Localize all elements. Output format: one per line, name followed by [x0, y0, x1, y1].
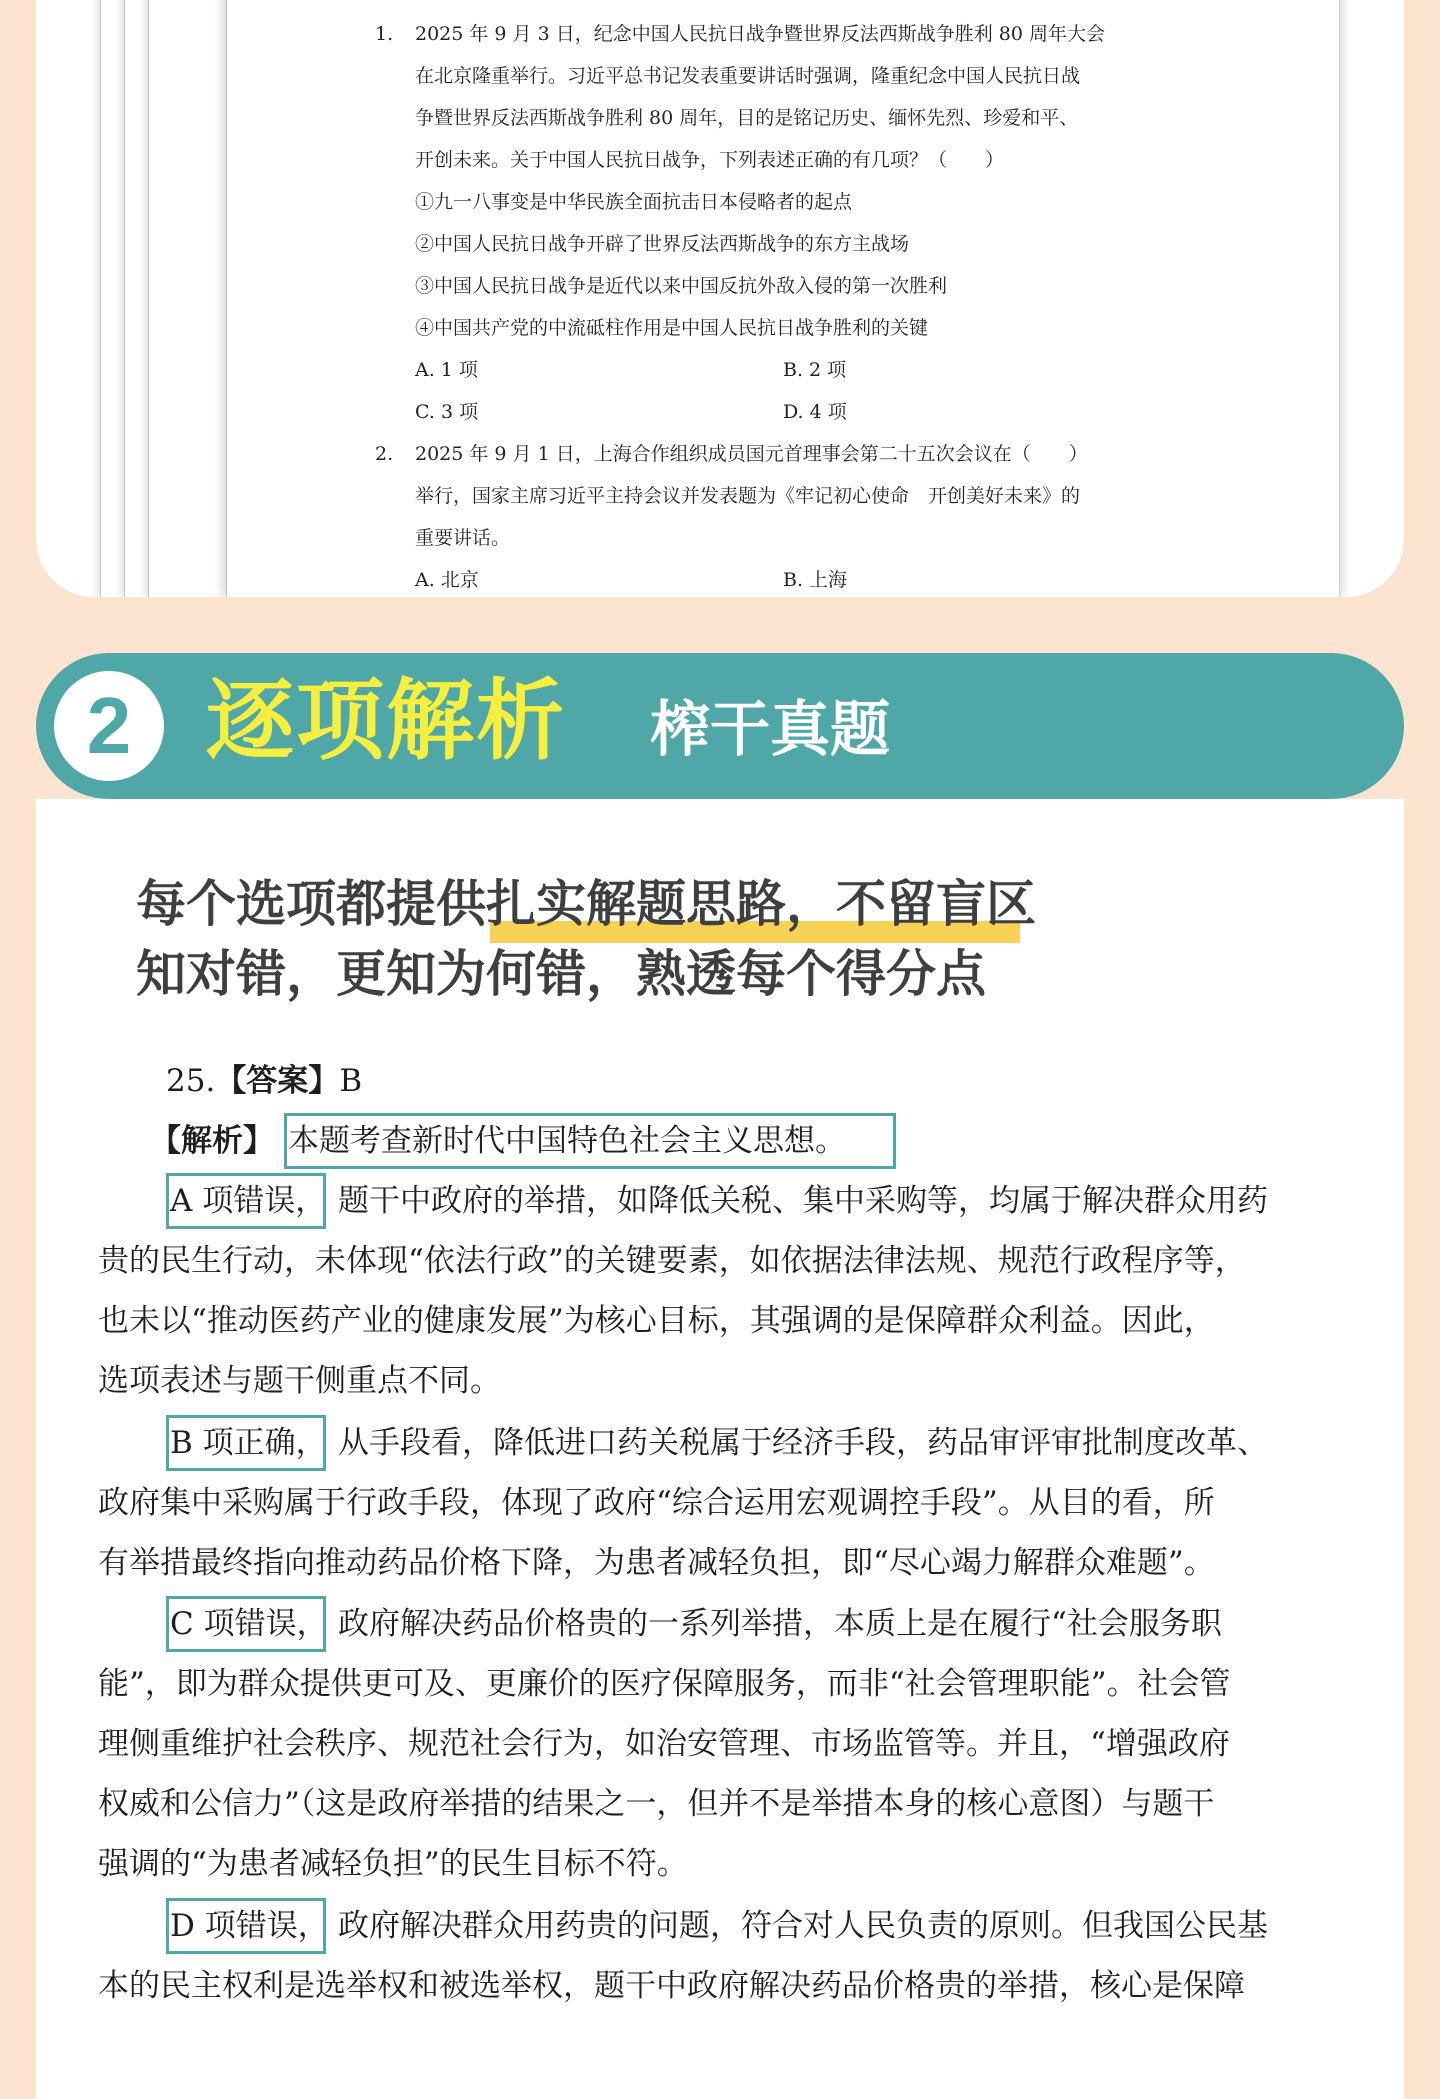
answer-value: B [339, 1063, 363, 1099]
option-a-line: 也未以“推动医药产业的健康发展”为核心目标，其强调的是保障群众利益。因此， [98, 1303, 1215, 1339]
question-text-line: 开创未来。关于中国人民抗日战争，下列表述正确的有几项？（ ） [415, 149, 1005, 171]
headline-line-1: 每个选项都提供扎实解题思路，不留盲区 [136, 875, 1036, 933]
option-b: B. 2 项 [783, 359, 847, 381]
option-b: B. 上海 [783, 569, 848, 591]
statement-line: ①九一八事变是中华民族全面抗击日本侵略者的起点 [415, 191, 853, 213]
paper-stack-edge [148, 0, 221, 597]
option-d: D. 4 项 [783, 401, 847, 423]
content-card [36, 799, 1404, 2099]
headline-line-2: 知对错，更知为何错，熟透每个得分点 [136, 945, 986, 1003]
option-c-line: 权威和公信力”（这是政府举措的结果之一，但并不是举措本身的核心意图）与题干 [98, 1786, 1215, 1822]
option-b-tag: B 项正确， [170, 1425, 327, 1461]
section-number: 2 [86, 681, 132, 770]
question-text-line: 举行，国家主席习近平主持会议并发表题为《牢记初心使命 开创美好未来》的 [415, 485, 1081, 507]
statement-line: ②中国人民抗日战争开辟了世界反法西斯战争的东方主战场 [415, 233, 910, 255]
statement-line: ③中国人民抗日战争是近代以来中国反抗外敌入侵的第一次胜利 [415, 275, 948, 297]
section-number-badge [54, 671, 164, 781]
section-title: 逐项解析 [206, 669, 567, 772]
option-d-tag: D 项错误， [170, 1908, 329, 1944]
analysis-topic: 本题考查新时代中国特色社会主义思想。 [288, 1123, 846, 1159]
option-c-line: 能”，即为群众提供更可及、更廉价的医疗保障服务，而非“社会管理职能”。社会管 [98, 1666, 1231, 1702]
option-a-line: 选项表述与题干侧重点不同。 [98, 1363, 501, 1399]
section-subtitle: 榨干真题 [650, 695, 890, 765]
answer-number: 25. [166, 1063, 216, 1099]
question-text-line: 重要讲话。 [415, 527, 511, 549]
option-c-line: 强调的“为患者减轻负担”的民生目标不符。 [98, 1846, 688, 1882]
section-banner [36, 653, 1404, 799]
option-c-tag: C 项错误， [170, 1606, 328, 1642]
option-c-line: 理侧重维护社会秩序、规范社会行为，如治安管理、市场监管等。并且，“增强政府 [98, 1726, 1230, 1762]
analysis-label: 【解析】 [150, 1123, 274, 1159]
option-d-line: 本的民主权利是选举权和被选举权，题干中政府解决药品价格贵的举措，核心是保障 [98, 1968, 1245, 2004]
option-b-line: 有举措最终指向推动药品价格下降，为患者减轻负担，即“尽心竭力解群众难题”。 [98, 1545, 1215, 1581]
option-b-line: 从手段看，降低进口药关税属于经济手段，药品审评审批制度改革、 [338, 1425, 1268, 1461]
option-a-line: 贵的民生行动，未体现“依法行政”的关键要素，如依据法律法规、规范行政程序等， [98, 1243, 1246, 1279]
question-text-line: 在北京隆重举行。习近平总书记发表重要讲话时强调，隆重纪念中国人民抗日战 [415, 65, 1081, 87]
option-a-tag: A 项错误， [170, 1183, 327, 1219]
option-d-line: 政府解决群众用药贵的问题，符合对人民负责的原则。但我国公民基 [338, 1908, 1268, 1944]
exam-paper-page [226, 0, 1340, 597]
option-a: A. 北京 [415, 569, 479, 591]
question-text-line: 争暨世界反法西斯战争胜利 80 周年，目的是铭记历史、缅怀先烈、珍爱和平、 [415, 107, 1079, 129]
option-a-line: 题干中政府的举措，如降低关税、集中采购等，均属于解决群众用药 [338, 1183, 1268, 1219]
question-number: 1. [375, 23, 394, 45]
question-number: 2. [375, 443, 394, 465]
option-c-line: 政府解决药品价格贵的一系列举措，本质上是在履行“社会服务职 [338, 1606, 1222, 1642]
answer-row [166, 1053, 362, 1109]
option-a: A. 1 项 [415, 359, 478, 381]
option-b-line: 政府集中采购属于行政手段，体现了政府“综合运用宏观调控手段”。从目的看，所 [98, 1485, 1215, 1521]
question-text-line: 2025 年 9 月 1 日，上海合作组织成员国元首理事会第二十五次会议在（ ） [415, 443, 1088, 465]
question-text-line: 2025 年 9 月 3 日，纪念中国人民抗日战争暨世界反法西斯战争胜利 80 周年大会 [415, 23, 1105, 45]
option-c: C. 3 项 [415, 401, 479, 423]
statement-line: ④中国共产党的中流砥柱作用是中国人民抗日战争胜利的关键 [415, 317, 929, 339]
exam-paper-preview-card [36, 0, 1404, 597]
answer-label: 【答案】 [215, 1063, 340, 1099]
